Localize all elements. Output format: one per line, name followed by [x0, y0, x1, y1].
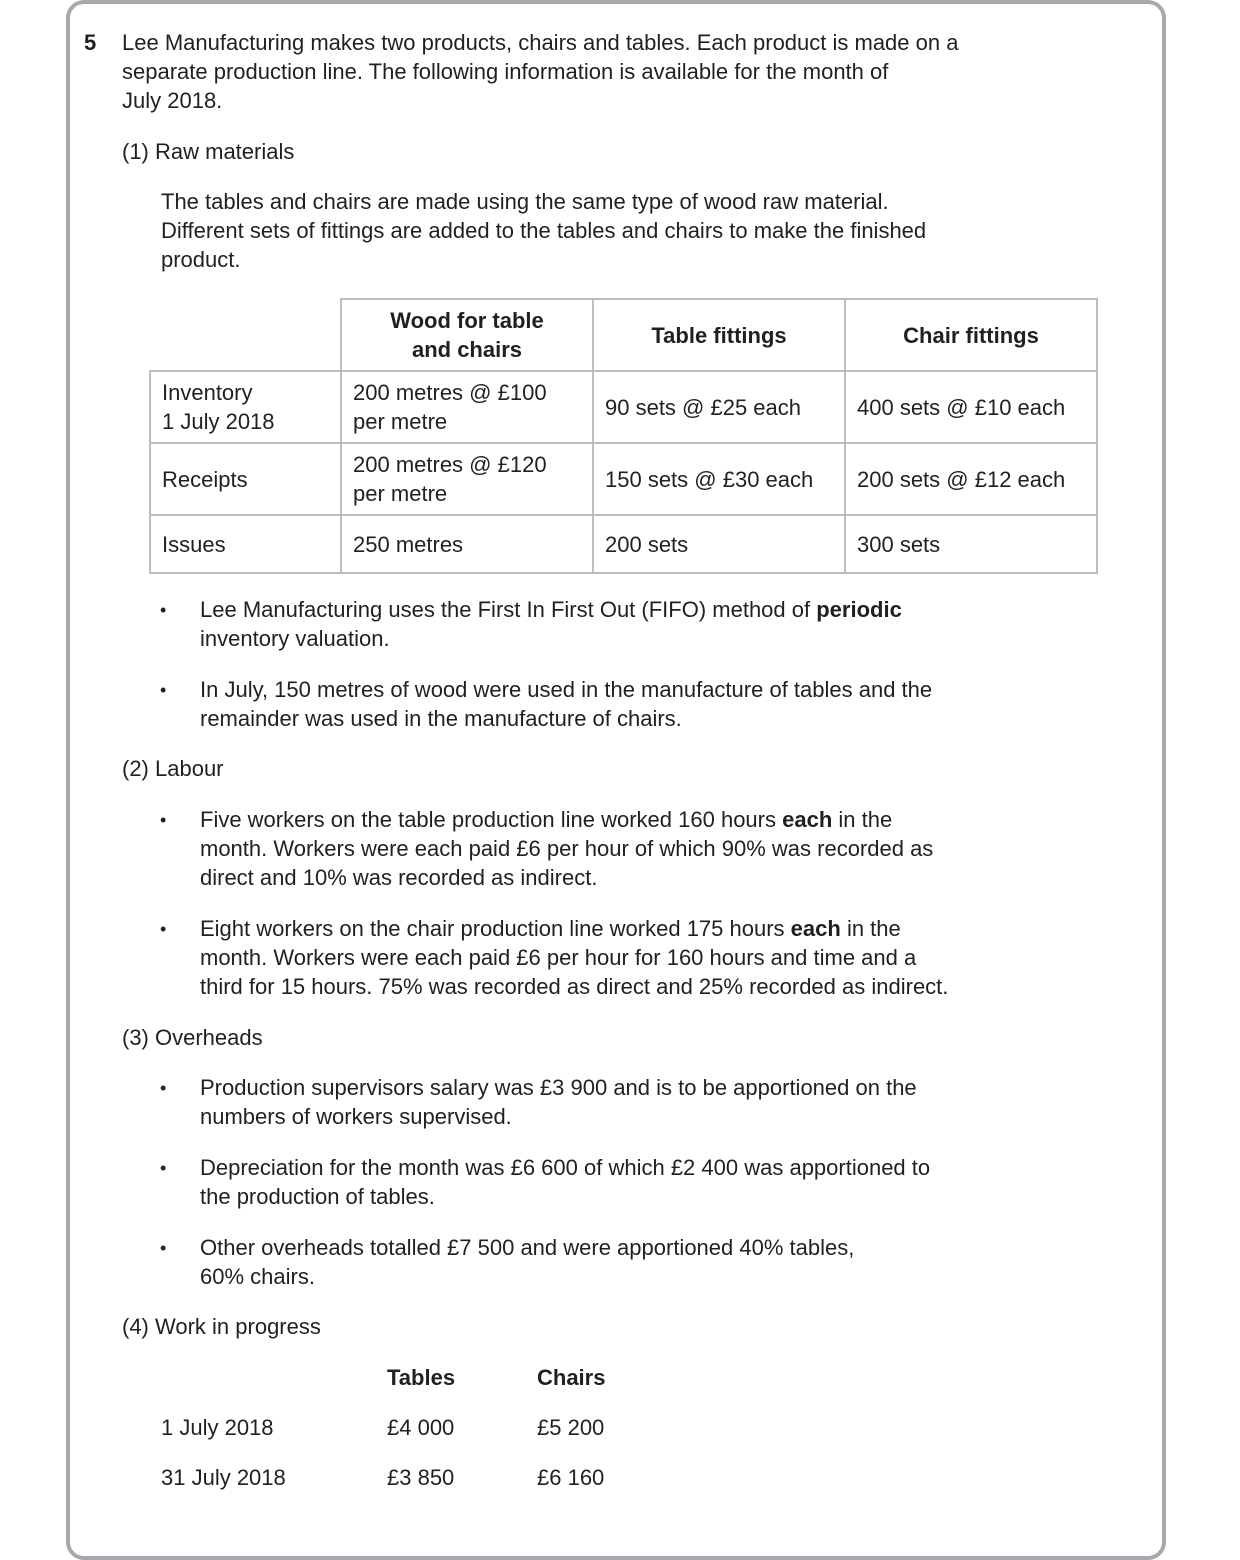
intro-line-1: Lee Manufacturing makes two products, chairs and tables. Each product is made on a — [122, 30, 959, 55]
fifo-line-2: inventory valuation. — [200, 626, 390, 651]
bullet-icon: • — [160, 600, 167, 620]
raw-materials-table — [149, 298, 1098, 574]
header-table-fittings: Table fittings — [593, 299, 845, 371]
wip-header-chairs: Chairs — [537, 1365, 606, 1390]
bullet-icon: • — [160, 919, 167, 939]
cell-table-fittings: 200 sets — [593, 515, 845, 573]
row-label-receipts: Receipts — [150, 443, 341, 515]
wip-date-opening: 1 July 2018 — [161, 1415, 274, 1440]
depreciation-line-2: the production of tables. — [200, 1184, 435, 1209]
wip-date-closing: 31 July 2018 — [161, 1465, 286, 1490]
table-row — [150, 371, 1097, 443]
wip-tables-closing: £3 850 — [387, 1465, 455, 1490]
cell-table-fittings: 90 sets @ £25 each — [593, 371, 845, 443]
table-row — [150, 443, 1097, 515]
other-overheads-line-2: 60% chairs. — [200, 1264, 315, 1289]
cell-chair-fittings: 200 sets @ £12 each — [845, 443, 1097, 515]
table-labour-line-3: direct and 10% was recorded as indirect. — [200, 865, 598, 890]
intro-line-2: separate production line. The following information is available for the month of — [122, 59, 889, 84]
empty-header-cell — [150, 299, 341, 371]
supervisor-line-2: numbers of workers supervised. — [200, 1104, 512, 1129]
chair-labour-line-2: month. Workers were each paid £6 per hour for 160 hours and time and a — [200, 945, 917, 970]
table-labour-line-1: Five workers on the table production line worked 160 hours each in the — [200, 807, 893, 832]
other-overheads-line-1: Other overheads totalled £7 500 and were apportioned 40% tables, — [200, 1235, 855, 1260]
cell-wood: 250 metres — [341, 515, 593, 573]
row-label-issues: Issues — [150, 515, 341, 573]
section-heading-raw-materials: (1) Raw materials — [122, 139, 295, 164]
header-wood: Wood for table and chairs — [341, 299, 593, 371]
supervisor-line-1: Production supervisors salary was £3 900 and is to be apportioned on the — [200, 1075, 917, 1100]
cell-chair-fittings: 400 sets @ £10 each — [845, 371, 1097, 443]
intro-line-3: July 2018. — [122, 88, 223, 113]
bullet-icon: • — [160, 810, 167, 830]
wip-header-tables: Tables — [387, 1365, 456, 1390]
section-heading-wip: (4) Work in progress — [122, 1314, 321, 1339]
depreciation-line-1: Depreciation for the month was £6 600 of which £2 400 was apportioned to — [200, 1155, 931, 1180]
table-header-row — [150, 299, 1097, 371]
cell-wood: 200 metres @ £120 per metre — [341, 443, 593, 515]
header-chair-fittings: Chair fittings — [845, 299, 1097, 371]
cell-wood: 200 metres @ £100 per metre — [341, 371, 593, 443]
row-label-inventory: Inventory 1 July 2018 — [150, 371, 341, 443]
cell-chair-fittings: 300 sets — [845, 515, 1097, 573]
raw-materials-para-2: Different sets of fittings are added to the tables and chairs to make the finished — [161, 218, 927, 243]
question-number: 5 — [84, 30, 97, 55]
bullet-icon: • — [160, 680, 167, 700]
section-heading-overheads: (3) Overheads — [122, 1025, 263, 1050]
bullet-icon: • — [160, 1158, 167, 1178]
raw-materials-para-3: product. — [161, 247, 241, 272]
fifo-line-1: Lee Manufacturing uses the First In First Out (FIFO) method of periodic — [200, 597, 902, 622]
cell-table-fittings: 150 sets @ £30 each — [593, 443, 845, 515]
wip-chairs-closing: £6 160 — [537, 1465, 605, 1490]
section-heading-labour: (2) Labour — [122, 756, 224, 781]
chair-labour-line-3: third for 15 hours. 75% was recorded as direct and 25% recorded as indirect. — [200, 974, 949, 999]
wip-chairs-opening: £5 200 — [537, 1415, 605, 1440]
bullet-icon: • — [160, 1078, 167, 1098]
wood-usage-line-2: remainder was used in the manufacture of chairs. — [200, 706, 682, 731]
raw-materials-para-1: The tables and chairs are made using the same type of wood raw material. — [161, 189, 889, 214]
bullet-icon: • — [160, 1238, 167, 1258]
table-row — [150, 515, 1097, 573]
chair-labour-line-1: Eight workers on the chair production line worked 175 hours each in the — [200, 916, 901, 941]
wip-tables-opening: £4 000 — [387, 1415, 455, 1440]
table-labour-line-2: month. Workers were each paid £6 per hour of which 90% was recorded as — [200, 836, 934, 861]
wood-usage-line-1: In July, 150 metres of wood were used in the manufacture of tables and the — [200, 677, 933, 702]
